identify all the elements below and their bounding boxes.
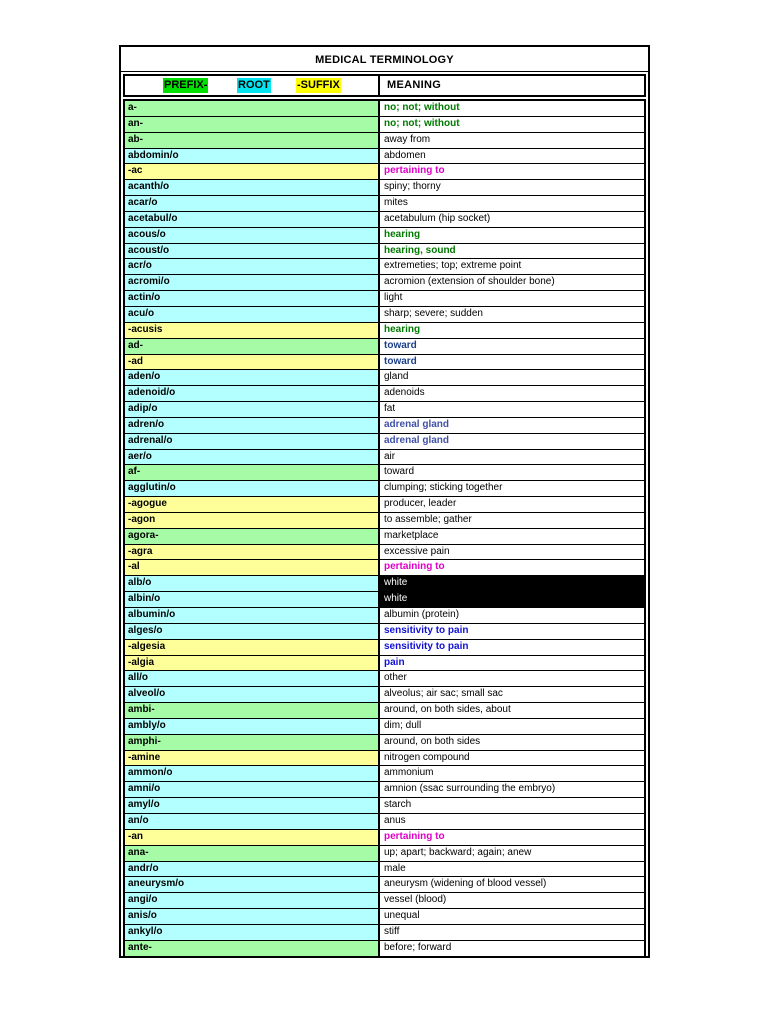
page-title: MEDICAL TERMINOLOGY (121, 47, 648, 72)
term-cell: abdomin/o (125, 149, 380, 164)
table-row (125, 830, 644, 846)
term-cell: acr/o (125, 259, 380, 274)
table-row (125, 671, 644, 687)
meaning-cell: up; apart; backward; again; anew (384, 846, 532, 858)
term-cell: -amine (125, 751, 380, 766)
table-row (125, 640, 644, 656)
table-row (125, 814, 644, 830)
table-row (125, 355, 644, 371)
table-row (125, 687, 644, 703)
table-row (125, 798, 644, 814)
term-cell: -ac (125, 164, 380, 179)
term-cell: amni/o (125, 782, 380, 797)
meaning-cell: toward (384, 355, 417, 367)
table-row (125, 782, 644, 798)
term-cell: albin/o (125, 592, 380, 607)
term-cell: agora- (125, 529, 380, 544)
meaning-cell: acetabulum (hip socket) (384, 212, 491, 224)
meaning-cell: pertaining to (384, 830, 445, 842)
table-row (125, 608, 644, 624)
meaning-cell: nitrogen compound (384, 751, 470, 763)
meaning-cell: excessive pain (384, 545, 450, 557)
table-row (125, 164, 644, 180)
meaning-cell: marketplace (384, 529, 439, 541)
term-cell: actin/o (125, 291, 380, 306)
term-cell: alveol/o (125, 687, 380, 702)
term-cell: ad- (125, 339, 380, 354)
meaning-cell: adrenal gland (384, 418, 450, 430)
table-row (125, 925, 644, 941)
meaning-cell: to assemble; gather (384, 513, 472, 525)
term-cell: -agon (125, 513, 380, 528)
meaning-cell: other (384, 672, 407, 684)
table-row (125, 101, 644, 117)
table-row (125, 228, 644, 244)
term-cell: adrenal/o (125, 434, 380, 449)
term-cell: andr/o (125, 862, 380, 877)
meaning-cell: toward (384, 339, 417, 351)
meaning-cell: gland (384, 371, 409, 383)
meaning-cell: ammonium (384, 767, 434, 779)
meaning-cell: hearing (384, 323, 421, 335)
meaning-cell: albumin (protein) (384, 609, 460, 620)
meaning-cell: abdomen (384, 149, 426, 161)
table-row (125, 513, 644, 529)
table-row (125, 434, 644, 450)
table-header (123, 74, 646, 97)
meaning-cell: acromion (extension of shoulder bone) (384, 276, 555, 288)
meaning-cell: amnion (ssac surrounding the embryo) (384, 783, 556, 795)
meaning-cell: adenoids (384, 387, 425, 399)
table-row (125, 212, 644, 228)
table-row (125, 323, 644, 339)
meaning-cell: hearing (384, 228, 421, 240)
term-cell: acoust/o (125, 244, 380, 259)
term-cell: acar/o (125, 196, 380, 211)
term-column-header (125, 76, 380, 95)
term-cell: -an (125, 830, 380, 845)
meaning-cell: producer, leader (384, 498, 457, 510)
table-row (125, 719, 644, 735)
table-row (125, 307, 644, 323)
term-cell: -acusis (125, 323, 380, 338)
table-row (125, 275, 644, 291)
meaning-cell: alveolus; air sac; small sac (384, 688, 503, 700)
table-row (125, 877, 644, 893)
table-row (125, 656, 644, 672)
meaning-cell: no; not; without (384, 117, 460, 129)
meaning-cell: sensitivity to pain (384, 624, 469, 636)
meaning-cell: before; forward (384, 941, 452, 953)
meaning-cell: air (384, 450, 396, 462)
term-cell: aneurysm/o (125, 877, 380, 892)
table-row (125, 370, 644, 386)
table-row (125, 497, 644, 513)
term-cell: adip/o (125, 402, 380, 417)
table-row (125, 592, 644, 608)
term-cell: af- (125, 465, 380, 480)
meaning-cell: light (384, 292, 403, 304)
meaning-cell: adrenal gland (384, 434, 450, 446)
table-row (125, 196, 644, 212)
meaning-cell: dim; dull (384, 719, 422, 731)
term-cell: aer/o (125, 450, 380, 465)
term-cell: a- (125, 101, 380, 116)
term-cell: -ad (125, 355, 380, 370)
term-cell: -al (125, 560, 380, 575)
terms-table (123, 99, 646, 957)
table-row (125, 624, 644, 640)
term-cell: alb/o (125, 576, 380, 591)
meaning-cell: fat (384, 403, 396, 415)
meaning-cell: away from (384, 133, 431, 145)
term-cell: ante- (125, 941, 380, 956)
meaning-cell: sharp; severe; sudden (384, 307, 483, 319)
meaning-cell: pertaining to (384, 561, 445, 573)
meaning-cell: sensitivity to pain (384, 640, 469, 652)
suffix-legend: -SUFFIX (297, 79, 340, 91)
table-row (125, 339, 644, 355)
table-row (125, 545, 644, 561)
table-row (125, 117, 644, 133)
table-row (125, 529, 644, 545)
meaning-cell: starch (384, 799, 412, 811)
table-row (125, 180, 644, 196)
term-cell: ambi- (125, 703, 380, 718)
term-cell: albumin/o (125, 608, 380, 623)
meaning-cell: stiff (384, 925, 400, 937)
table-row (125, 846, 644, 862)
prefix-legend: PREFIX- (164, 79, 208, 91)
meaning-cell: unequal (384, 910, 420, 922)
term-cell: adenoid/o (125, 386, 380, 401)
term-cell: all/o (125, 671, 380, 686)
meaning-cell: white (380, 592, 644, 607)
meaning-cell: extremeties; top; extreme point (384, 260, 522, 272)
term-cell: an/o (125, 814, 380, 829)
table-row (125, 766, 644, 782)
table-row (125, 149, 644, 165)
table-row (125, 909, 644, 925)
term-cell: acromi/o (125, 275, 380, 290)
table-row (125, 386, 644, 402)
term-cell: ambly/o (125, 719, 380, 734)
table-row (125, 402, 644, 418)
term-cell: ab- (125, 133, 380, 148)
table-row (125, 291, 644, 307)
term-cell: -algesia (125, 640, 380, 655)
table-row (125, 862, 644, 878)
table-row (125, 751, 644, 767)
meaning-cell: no; not; without (384, 102, 460, 113)
term-cell: alges/o (125, 624, 380, 639)
table-row (125, 893, 644, 909)
term-cell: adren/o (125, 418, 380, 433)
term-cell: anis/o (125, 909, 380, 924)
meaning-cell: vessel (blood) (384, 894, 447, 906)
root-legend: ROOT (238, 79, 270, 91)
table-row (125, 465, 644, 481)
term-cell: acanth/o (125, 180, 380, 195)
meaning-cell: male (384, 862, 406, 874)
table-row (125, 450, 644, 466)
meaning-cell: hearing, sound (384, 244, 456, 256)
term-cell: acous/o (125, 228, 380, 243)
meaning-column-header: MEANING (387, 79, 442, 91)
term-cell: -agogue (125, 497, 380, 512)
term-cell: angi/o (125, 893, 380, 908)
table-row (125, 259, 644, 275)
meaning-cell: anus (384, 814, 406, 826)
table-row (125, 244, 644, 260)
table-row (125, 133, 644, 149)
table-row (125, 418, 644, 434)
term-cell: -algia (125, 656, 380, 671)
term-cell: ammon/o (125, 766, 380, 781)
table-row (125, 560, 644, 576)
term-cell: acu/o (125, 307, 380, 322)
meaning-cell: around, on both sides, about (384, 704, 511, 716)
term-cell: -agra (125, 545, 380, 560)
term-cell: amyl/o (125, 798, 380, 813)
meaning-cell: pertaining to (384, 165, 445, 177)
terminology-sheet (119, 45, 650, 958)
meaning-cell: spiny; thorny (384, 181, 441, 193)
table-row (125, 576, 644, 592)
term-cell: ana- (125, 846, 380, 861)
meaning-cell: toward (384, 466, 415, 478)
table-row (125, 703, 644, 719)
table-row (125, 481, 644, 497)
term-cell: agglutin/o (125, 481, 380, 496)
meaning-cell: clumping; sticking together (384, 482, 503, 494)
meaning-cell: aneurysm (widening of blood vessel) (384, 878, 547, 890)
meaning-cell: mites (384, 197, 408, 209)
meaning-cell: white (380, 576, 644, 591)
term-cell: acetabul/o (125, 212, 380, 227)
meaning-cell: around, on both sides (384, 735, 481, 747)
term-cell: an- (125, 117, 380, 132)
meaning-cell: pain (384, 656, 405, 668)
term-cell: ankyl/o (125, 925, 380, 940)
table-row (125, 941, 644, 957)
term-cell: amphi- (125, 735, 380, 750)
term-cell: aden/o (125, 370, 380, 385)
table-row (125, 735, 644, 751)
